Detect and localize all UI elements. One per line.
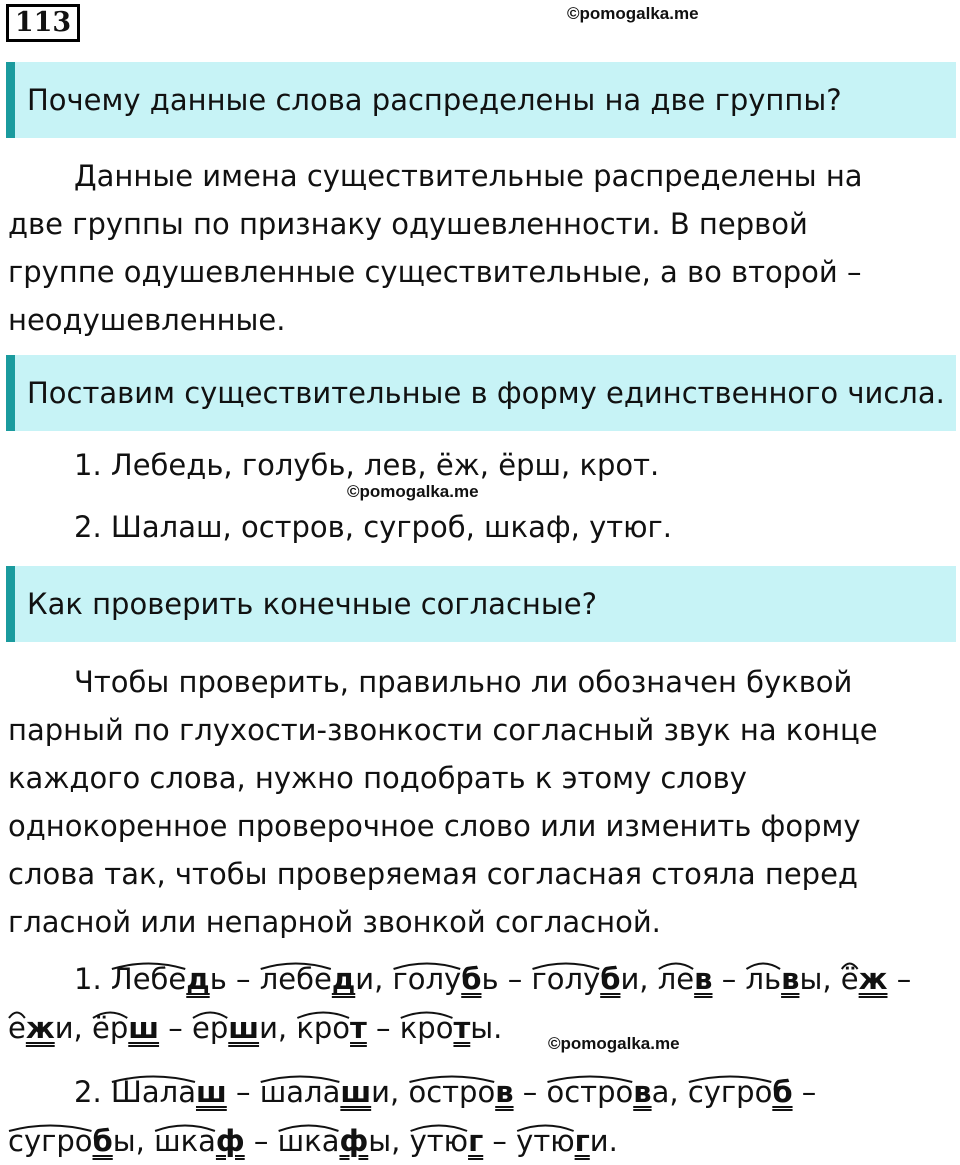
final-consonant: в [694, 962, 713, 996]
text-segment: ы, [368, 1124, 410, 1158]
final-consonant: ш [340, 1075, 372, 1109]
word-stem: шка [277, 1124, 340, 1158]
final-consonant: б [772, 1075, 793, 1109]
text-segment: а, [651, 1075, 688, 1109]
final-consonant: б [461, 962, 482, 996]
text-segment: ь [209, 962, 227, 996]
exercise-number: 113 [6, 4, 80, 42]
word-stem: кро [296, 1011, 351, 1045]
answer-line: Данные имена существительные распределены на [74, 159, 863, 193]
text-segment: – [159, 1011, 192, 1045]
answer-line: Чтобы проверить, правильно ли обозначен буквой [74, 665, 853, 699]
text-segment: ы, [112, 1124, 155, 1158]
answer-line: гласной или непарной звонкой согласной. [8, 905, 661, 939]
text-segment: – [483, 1124, 517, 1158]
word-stem: утю [516, 1124, 575, 1158]
word-stem: кро [399, 1011, 454, 1045]
final-consonant: д [186, 962, 210, 996]
answer-paragraph-1 [8, 152, 908, 344]
final-consonant: г [574, 1124, 590, 1158]
list-item-1: 1. Лебедь, голубь, лев, ёж, ёрш, крот. [74, 448, 660, 482]
text-segment: ь [481, 962, 499, 996]
final-consonant: ш [228, 1011, 260, 1045]
watermark-top: ©pomogalka.me [567, 4, 699, 23]
word-stem: е [8, 1011, 26, 1045]
word-stem: сугро [8, 1124, 93, 1158]
example-line-2 [8, 1011, 502, 1045]
answer-paragraph-3 [8, 658, 908, 946]
word-stem: ль [745, 962, 782, 996]
text-segment: ы, [799, 962, 841, 996]
example-line-1 [74, 962, 911, 996]
text-segment: – [226, 1075, 260, 1109]
example-line-3 [74, 1075, 816, 1109]
word-stem: остро [408, 1075, 496, 1109]
text-segment: и. [589, 1124, 618, 1158]
text-segment: – [712, 962, 746, 996]
question-banner-1: Почему данные слова распределены на две группы? [6, 62, 956, 138]
answer-line: группе одушевленные существительные, а во второй – [8, 255, 862, 289]
question-banner-3: Как проверить конечные согласные? [6, 566, 956, 642]
watermark-bottom: ©pomogalka.me [548, 1034, 680, 1053]
question-banner-2: Поставим существительные в форму единственного числа. [6, 355, 956, 431]
text-segment: – [513, 1075, 547, 1109]
text-segment: ы. [470, 1011, 503, 1045]
final-consonant: ж [858, 962, 888, 996]
text-segment: – [244, 1124, 278, 1158]
final-consonant: г [468, 1124, 484, 1158]
word-stem: остро [546, 1075, 634, 1109]
word-stem: ер [192, 1011, 229, 1045]
answer-line: однокоренное проверочное слово или изменить форму [8, 809, 861, 843]
text-segment: и, [259, 1011, 297, 1045]
final-consonant: ш [128, 1011, 160, 1045]
text-segment: и, [355, 962, 393, 996]
text-segment: и, [54, 1011, 92, 1045]
list-item-2: 2. Шалаш, остров, сугроб, шкаф, утюг. [74, 510, 672, 544]
final-consonant: т [453, 1011, 471, 1045]
final-consonant: ф [215, 1124, 245, 1158]
word-stem: утю [409, 1124, 469, 1158]
final-consonant: т [350, 1011, 367, 1045]
word-stem: лебе [259, 962, 332, 996]
final-consonant: в [633, 1075, 652, 1109]
text-segment: и, [620, 962, 658, 996]
word-stem: ле [657, 962, 695, 996]
answer-line: неодушевленные. [8, 303, 286, 337]
final-consonant: ш [195, 1075, 227, 1109]
text-segment: 1. [74, 962, 111, 996]
word-stem: шка [154, 1124, 216, 1158]
answer-line: парный по глухости-звонкости согласный звук на конце [8, 713, 878, 747]
word-stem: шала [259, 1075, 341, 1109]
final-consonant: ж [25, 1011, 55, 1045]
word-stem: Лебе [110, 962, 187, 996]
final-consonant: д [331, 962, 356, 996]
answer-line: две группы по признаку одушевленности. В первой [8, 207, 808, 241]
answer-line: слова так, чтобы проверяемая согласная стояла перед [8, 857, 858, 891]
text-segment: – [792, 1075, 817, 1109]
text-segment: – [366, 1011, 400, 1045]
word-stem: ё [840, 962, 859, 996]
final-consonant: б [92, 1124, 113, 1158]
text-segment: – [498, 962, 532, 996]
word-stem: голу [392, 962, 462, 996]
text-segment: – [226, 962, 260, 996]
word-stem: Шала [110, 1075, 196, 1109]
word-stem: голу [531, 962, 601, 996]
final-consonant: в [781, 962, 800, 996]
final-consonant: в [495, 1075, 514, 1109]
example-line-4 [8, 1124, 618, 1158]
word-stem: ёр [92, 1011, 129, 1045]
text-segment: 2. [74, 1075, 111, 1109]
final-consonant: ф [339, 1124, 369, 1158]
text-segment: и, [371, 1075, 409, 1109]
watermark-middle: ©pomogalka.me [347, 482, 479, 501]
word-stem: сугро [687, 1075, 773, 1109]
answer-line: каждого слова, нужно подобрать к этому слову [8, 761, 747, 795]
text-segment: – [887, 962, 912, 996]
final-consonant: б [600, 962, 621, 996]
